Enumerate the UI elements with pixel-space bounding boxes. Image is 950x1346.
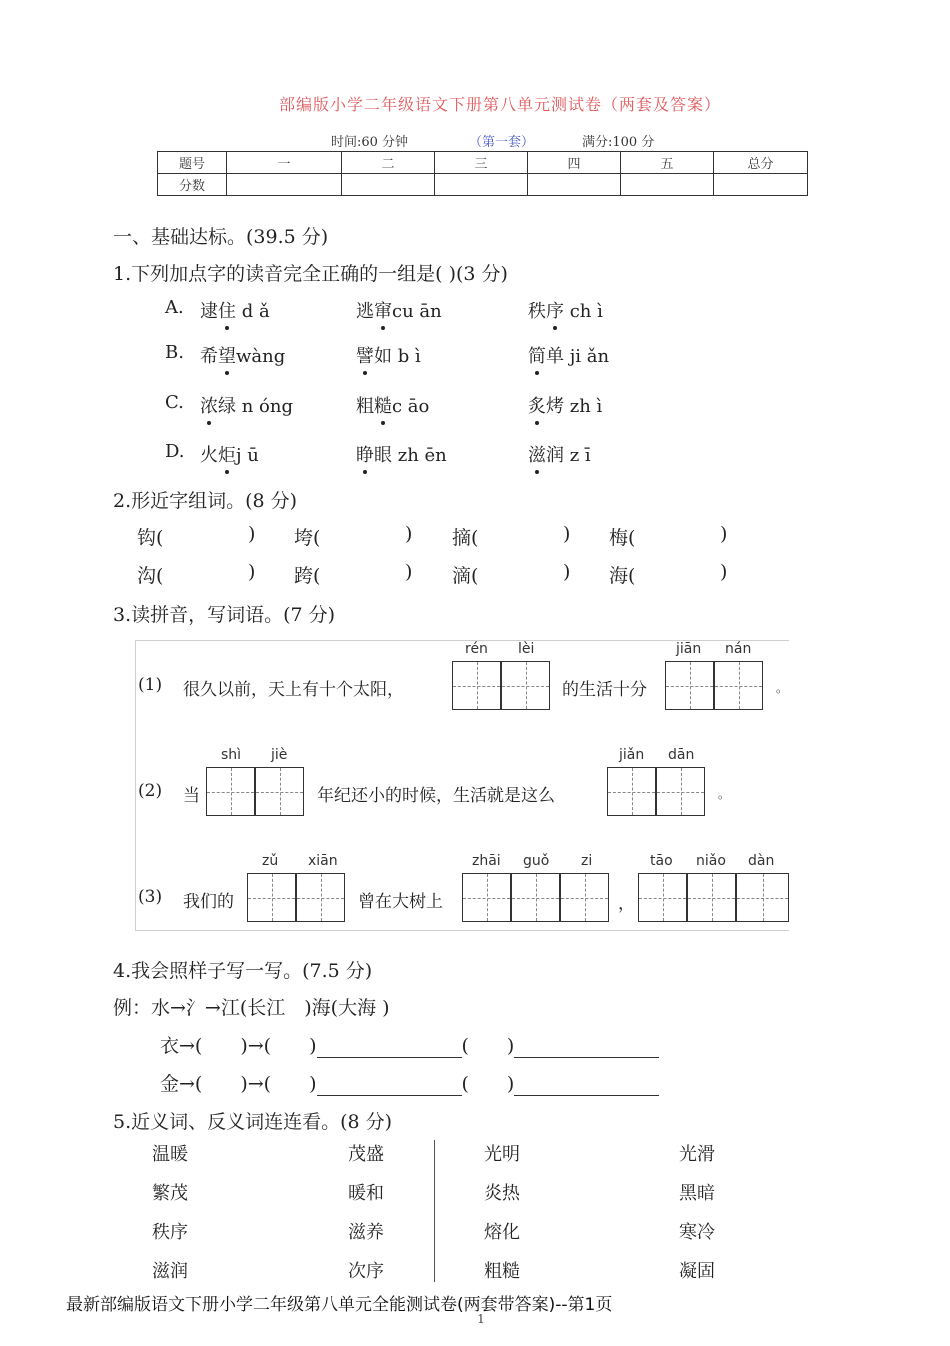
pinyin-reading: c āo [392, 396, 430, 417]
word-blank-close[interactable]: ) [405, 561, 413, 583]
match-word[interactable]: 黑暗 [679, 1183, 715, 1204]
option-char: 希 [200, 346, 218, 367]
score-cell[interactable] [621, 174, 714, 196]
option-item [528, 342, 609, 368]
match-word[interactable]: 繁茂 [152, 1183, 188, 1204]
match-word[interactable]: 炎热 [484, 1183, 520, 1204]
column-divider [434, 1140, 435, 1282]
dotted-char: 窜 [374, 297, 392, 323]
pinyin-label: nán [725, 641, 752, 657]
score-cell[interactable] [435, 174, 528, 196]
sentence-text: 曾在大树上 [358, 892, 443, 912]
radical-char: 衣 [160, 1035, 180, 1057]
pinyin-label: dàn [748, 853, 775, 869]
dotted-char: 浓 [200, 392, 218, 418]
pinyin-label: xiān [308, 853, 338, 869]
sentence-text: 当 [183, 786, 200, 806]
match-word[interactable]: 温暖 [152, 1144, 188, 1165]
exam-set: （第一套） [469, 135, 535, 150]
score-table-row [158, 174, 808, 196]
match-word[interactable]: 次序 [348, 1261, 384, 1282]
pinyin-label: jiān [676, 641, 702, 657]
match-word[interactable]: 滋养 [348, 1222, 384, 1243]
pinyin-reading: 眼 zh ēn [374, 445, 447, 466]
word-blank-close[interactable]: ) [563, 523, 571, 545]
score-header-cell: 三 [435, 152, 528, 174]
match-word[interactable]: 寒冷 [679, 1222, 715, 1243]
word-char: 滴( [452, 565, 479, 587]
sentence-text: 很久以前，天上有十个太阳， [183, 680, 404, 700]
option-item [200, 392, 293, 418]
writing-grid-cell[interactable] [687, 873, 736, 922]
option-letter[interactable]: C. [165, 392, 184, 413]
pinyin-label: jiǎn [619, 747, 645, 763]
option-item [528, 441, 591, 467]
option-item [356, 392, 429, 418]
pinyin-label: zhāi [472, 853, 501, 869]
pinyin-reading: ch ì [564, 301, 603, 322]
score-header-cell: 二 [342, 152, 435, 174]
match-word[interactable]: 熔化 [484, 1222, 520, 1243]
match-word[interactable]: 粗糙 [484, 1261, 520, 1282]
pinyin-label: zǔ [262, 853, 279, 869]
writing-grid-cell[interactable] [462, 873, 511, 922]
option-letter[interactable]: A. [165, 297, 184, 318]
word-char: 海( [609, 565, 636, 587]
pinyin-label: jiè [271, 747, 288, 763]
dotted-char: 炙 [528, 392, 546, 418]
word-blank-close[interactable]: ) [720, 523, 728, 545]
score-table-header-row [158, 152, 808, 174]
pinyin-reading: d ǎ [236, 301, 270, 322]
match-word[interactable]: 秩序 [152, 1222, 188, 1243]
writing-grid-cell[interactable] [607, 767, 656, 816]
writing-grid-cell[interactable] [452, 661, 501, 710]
writing-grid-cell[interactable] [255, 767, 304, 816]
score-header-cell: 四 [528, 152, 621, 174]
question-5-stem: 5.近义词、反义词连连看。(8 分) [113, 1111, 393, 1133]
dotted-char: 简 [528, 342, 546, 368]
answer-blank[interactable] [317, 1039, 462, 1058]
pinyin-writing-panel [135, 640, 789, 931]
option-item [200, 342, 285, 368]
option-char: 逮 [200, 301, 218, 322]
word-char: 跨( [294, 565, 321, 587]
dotted-char: 譬 [356, 342, 374, 368]
dotted-char: 住 [218, 297, 236, 323]
pinyin-label: tāo [650, 853, 673, 869]
page-footer: 最新部编版语文下册小学二年级第八单元全能测试卷(两套带答案)--第1页 [66, 1295, 613, 1315]
pinyin-reading: 单 ji ǎn [546, 346, 610, 367]
option-item [356, 342, 421, 368]
writing-grid-cell[interactable] [665, 661, 714, 710]
radical-slot[interactable]: ( ) [461, 1073, 515, 1095]
writing-grid-cell[interactable] [511, 873, 560, 922]
score-header-cell: 题号 [158, 152, 227, 174]
answer-blank[interactable] [514, 1039, 659, 1058]
pinyin-label: guǒ [523, 853, 550, 869]
writing-grid-cell[interactable] [296, 873, 345, 922]
option-item [200, 297, 270, 323]
word-char: 摘( [452, 527, 479, 549]
writing-grid-cell[interactable] [736, 873, 789, 922]
option-char: 粗 [356, 396, 374, 417]
radical-slot[interactable]: ( ) [461, 1035, 515, 1057]
writing-grid-cell[interactable] [638, 873, 687, 922]
word-blank-close[interactable]: ) [405, 523, 413, 545]
score-cell[interactable] [528, 174, 621, 196]
sentence-number: (3) [138, 887, 163, 907]
writing-grid-cell[interactable] [247, 873, 296, 922]
exam-time: 时间:60 分钟 [331, 135, 409, 150]
writing-grid-cell[interactable] [206, 767, 255, 816]
page-title: 部编版小学二年级语文下册第八单元测试卷（两套及答案） [278, 95, 721, 114]
pinyin-reading: 润 z ī [546, 445, 591, 466]
word-blank-close[interactable]: ) [720, 561, 728, 583]
word-blank-close[interactable]: ) [563, 561, 571, 583]
option-char: 秩 [528, 301, 546, 322]
question-1-stem: 1.下列加点字的读音完全正确的一组是( )(3 分) [113, 263, 508, 285]
pinyin-label: shì [221, 747, 242, 763]
word-char: 钩( [137, 527, 164, 549]
score-cell[interactable] [227, 174, 342, 196]
question-3-stem: 3.读拼音，写词语。(7 分) [113, 604, 336, 626]
writing-grid-cell[interactable] [560, 873, 609, 922]
section-heading: 一、基础达标。(39.5 分) [113, 226, 329, 248]
dotted-char: 炬 [218, 441, 236, 467]
pinyin-label: zi [581, 853, 593, 869]
match-word[interactable]: 凝固 [679, 1261, 715, 1282]
pinyin-reading: 烤 zh ì [546, 396, 603, 417]
question-4-example: 例：水→氵→江(长江 )海(大海 ) [113, 997, 390, 1019]
sentence-number: (2) [138, 781, 163, 801]
answer-blank[interactable] [514, 1077, 659, 1096]
word-char: 垮( [294, 527, 321, 549]
match-word[interactable]: 暖和 [348, 1183, 384, 1204]
sentence-text: 我们的 [183, 892, 234, 912]
pinyin-reading: wàng [236, 346, 286, 367]
score-table [157, 151, 808, 196]
option-char: 火 [200, 445, 218, 466]
answer-blank[interactable] [317, 1077, 462, 1096]
sentence-text: 的生活十分 [562, 680, 647, 700]
word-char: 沟( [137, 565, 164, 587]
pinyin-reading: cu ān [392, 301, 442, 322]
dotted-char: 序 [546, 297, 564, 323]
option-char: 逃 [356, 301, 374, 322]
score-cell[interactable] [714, 174, 808, 196]
score-cell[interactable] [342, 174, 435, 196]
radical-chain[interactable]: →( )→( ) [179, 1073, 317, 1095]
option-item [528, 392, 602, 418]
pinyin-reading: 绿 n óng [218, 396, 293, 417]
word-blank-close[interactable]: ) [248, 561, 256, 583]
dotted-char: 糙 [374, 392, 392, 418]
radical-chain[interactable]: →( )→( ) [179, 1035, 317, 1057]
option-item [356, 441, 447, 467]
option-letter[interactable]: D. [165, 441, 185, 462]
score-header-cell: 一 [227, 152, 342, 174]
score-header-cell: 总分 [714, 152, 808, 174]
match-word[interactable]: 光滑 [679, 1144, 715, 1165]
pinyin-label: lèi [518, 641, 535, 657]
sentence-end: 。 [776, 681, 789, 695]
pinyin-reading: j ū [236, 445, 259, 466]
word-blank-close[interactable]: ) [248, 523, 256, 545]
pinyin-label: niǎo [696, 853, 726, 869]
word-char: 梅( [609, 527, 636, 549]
option-item [356, 297, 442, 323]
dotted-char: 滋 [528, 441, 546, 467]
question-4-stem: 4.我会照样子写一写。(7.5 分) [113, 960, 373, 982]
sentence-end: 。 [718, 787, 731, 801]
pinyin-label: rén [465, 641, 488, 657]
sentence-number: (1) [138, 675, 163, 695]
dotted-char: 睁 [356, 441, 374, 467]
option-item [528, 297, 603, 323]
writing-grid-cell[interactable] [656, 767, 705, 816]
page-number: 1 [477, 1312, 485, 1326]
match-word[interactable]: 光明 [484, 1144, 520, 1165]
score-row-label: 分数 [158, 174, 227, 196]
writing-grid-cell[interactable] [714, 661, 763, 710]
question-4-row [160, 1031, 659, 1058]
question-2-stem: 2.形近字组词。(8 分) [113, 490, 298, 512]
option-letter[interactable]: B. [165, 342, 184, 363]
match-word[interactable]: 茂盛 [348, 1144, 384, 1165]
writing-grid-cell[interactable] [501, 661, 550, 710]
option-item [200, 441, 259, 467]
radical-char: 金 [160, 1073, 180, 1095]
score-header-cell: 五 [621, 152, 714, 174]
match-word[interactable]: 滋润 [152, 1261, 188, 1282]
question-4-row [160, 1069, 659, 1096]
dotted-char: 望 [218, 342, 236, 368]
pinyin-label: dān [668, 747, 695, 763]
sentence-separator: ， [618, 894, 635, 914]
exam-full-score: 满分:100 分 [582, 135, 655, 150]
sentence-text: 年纪还小的时候，生活就是这么 [317, 786, 555, 806]
pinyin-reading: 如 b ì [374, 346, 421, 367]
